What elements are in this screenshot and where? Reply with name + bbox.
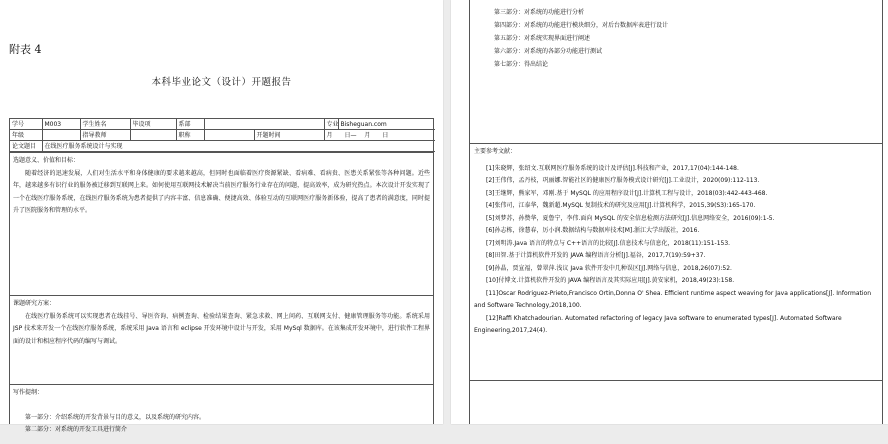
outline-line: 第七部分：得出结论 xyxy=(494,61,549,68)
meaning-heading: 选题意义、价值和目标： xyxy=(13,157,80,164)
reference-item: [4]张伟司，江泰华，魏新超.MySQL 复制技术的研究及应用[J].计算机科学，2015,39(S3):165-170. xyxy=(486,202,756,209)
page-left xyxy=(0,0,443,433)
major-value: Bisheguan.com xyxy=(338,119,435,130)
title-rank-value xyxy=(204,130,254,141)
reference-item: [8]田智.基于计算机软件开发的 JAVA 编程语言分析[J].福谷，2017,7(19):59+37. xyxy=(486,252,706,259)
reference-item: [1]朱晓辉，张绍文.互联网医疗服务系统的设计及评估[J].科技和产业，2017,17(04):144-148. xyxy=(486,164,739,172)
outline-heading: 写作提纲： xyxy=(13,389,44,396)
references-heading: 主要参考文献： xyxy=(474,148,517,155)
info-row-1 xyxy=(10,119,435,130)
major-label: 专业 xyxy=(324,119,338,130)
reference-item: [2]王伟伟，孟丹枝，巩丽娜.智能社区的健康医疗服务模式设计研究[J].工业设计，2020(09):112-113. xyxy=(486,177,760,184)
info-row-3 xyxy=(10,141,435,152)
start-time-label: 开题时间 xyxy=(254,130,324,141)
reference-item: [9]孙晶，贾宣福，曾翠萍.浅议 Java 软件开发中几种误区[J].网络与信息，2018,26(07):52. xyxy=(486,264,732,272)
outline-line: 第五部分：对系统实现界面进行阐述 xyxy=(494,35,591,42)
proposal-form-continued xyxy=(469,0,883,424)
title-rank-label: 职称 xyxy=(176,130,204,141)
reference-item: [11]Oscar Rodriguez-Prieto,Francisco Ortin,Donna O' Shea. Efficient runtime aspect weaving for Java applications[J]. Information and Software Technology,2018,100. xyxy=(474,289,871,309)
reference-item: [5]刘梦苏，孙赞华，夏鲁宁，李伟.面向 MySQL 的安全信息检测方法研究[J].信息网络安全，2016(09):1-5. xyxy=(486,214,775,222)
grade-value xyxy=(42,130,80,141)
outline-line: 第二部分：对系统的开发工具进行简介 xyxy=(25,426,128,433)
appendix-label: 附表 4 xyxy=(9,43,42,56)
section-meaning xyxy=(10,152,433,295)
form-title: 本科毕业论文（设计）开题报告 xyxy=(151,77,292,88)
topic-value: 在线医疗服务系统设计与实现 xyxy=(42,141,435,152)
references-section xyxy=(470,143,882,338)
class-label: 毕设项 xyxy=(130,119,176,130)
reference-item: [7]刘明涛.Java 语言的特点与 C++语言的比较[J].信息技术与信息化，2018(11):151-153. xyxy=(486,239,731,247)
info-table xyxy=(10,119,435,152)
department-label: 系部 xyxy=(176,119,204,130)
plan-heading: 课题研究方案： xyxy=(13,300,56,307)
student-id-value: M003 xyxy=(42,119,80,130)
page-right xyxy=(451,0,888,424)
reference-item: [6]孙志栋，徐慧春，厉小润.数据结构与数据库技术[M].浙江大学出版社，2016. xyxy=(486,227,700,234)
topic-label: 论文题目 xyxy=(10,141,42,152)
advisor-value xyxy=(130,130,176,141)
reference-item: [12]Raffi Khatchadourian. Automated refactoring of legacy Java software to enumerated types[J]. Automated Software Engineering,2017,24(4). xyxy=(474,314,842,334)
outline-line: 第六部分：对系统的各部分功能进行测试 xyxy=(494,48,603,55)
section-divider xyxy=(470,380,882,381)
grade-label: 年级 xyxy=(10,130,42,141)
reference-item: [3]王继辉，熊家军，邓刚.基于 MySQL 的应用程序设计[J].计算机工程与设计，2018(03):442-443-468. xyxy=(486,189,768,197)
student-name-label: 学生姓名 xyxy=(80,119,130,130)
outline-continued xyxy=(494,6,668,71)
department-value xyxy=(204,119,324,130)
meaning-body: 随着经济的迅速发展，人们对生活水平和身体健康的要求越来越高，但同时也面临着医疗资源紧缺、看病难、看病贵、医患关系紧张等各种问题。近些年，越来越多有识行业的服务被迁移到互联网上来。如何使用互联网技术解决当前医疗服务行业存在的问题，提高效率，成为研究热点。本次设计开发实现了一个在线医疗服务系统，在线医疗服务系统为患者提供了内容丰富、信息准确、便捷高效、体验互动的互联网医疗服务新体验，提高了患者的满意度，同时提升了医院服务和管理的水平。 xyxy=(13,169,430,214)
advisor-label: 指导教师 xyxy=(80,130,130,141)
start-time-value: 月 日— 月 日 xyxy=(324,130,435,141)
section-plan xyxy=(10,295,433,384)
reference-item: [10]付博文.计算机软件开发的 JAVA 编程语言及其实际应用[J].黄安家机，2018,49(23):158. xyxy=(486,277,735,284)
info-row-2 xyxy=(10,130,435,141)
student-id-label: 学号 xyxy=(10,119,42,130)
section-outline xyxy=(10,384,433,444)
plan-body: 在线医疗服务系统可以实现患者在线挂号、导医咨询、病例查询、检验结果查询、紧急求救、网上问药、互联网支付、健康管理服务等功能。系统采用 JSP 技术来开发一个在线医疗服务系统，系统采用 Java 语言和 eclipse 开发环境中设计与开发，采用 MySql 数据库。在该集成开发环境中，进行软件工程界面的设计和相应程序代码的编写与调试。 xyxy=(13,312,430,345)
proposal-form xyxy=(9,118,434,433)
outline-line: 第一部分：介绍系统的开发背景与目的意义，以及系统的研究内容。 xyxy=(25,413,206,421)
outline-line: 第四部分：对系统的功能进行模块细分，对后台数据库表进行设计 xyxy=(494,22,669,29)
outline-line: 第三部分：对系统的功能进行分析 xyxy=(494,9,585,16)
